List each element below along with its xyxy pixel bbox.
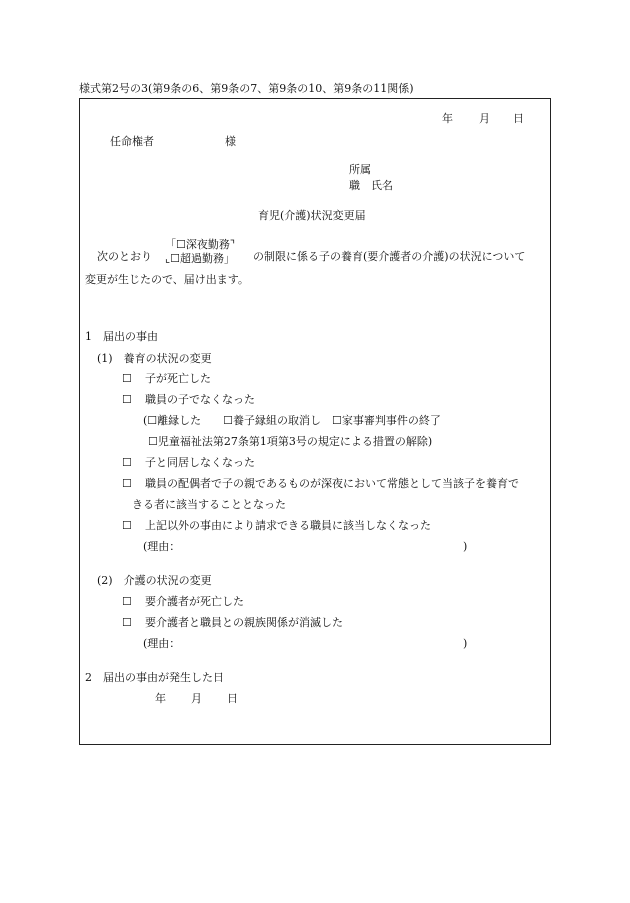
date-year-label: 年: [442, 112, 453, 125]
item-child-died: [122, 373, 211, 384]
item-text: 上記以外の事由により請求できる職員に該当しなくなった: [145, 519, 431, 532]
item-text: 子と同居しなくなった: [145, 456, 255, 469]
checkbox[interactable]: ☐: [122, 456, 132, 469]
item-spouse-cont: きる者に該当することとなった: [132, 498, 286, 511]
appointer-honorific: 様: [225, 135, 236, 148]
affiliation-label: 所属: [349, 163, 371, 176]
sub1-heading: (1) 養育の状況の変更: [97, 352, 212, 365]
form-number: 様式第2号の3(第9条の6、第9条の7、第9条の10、第9条の11関係): [79, 82, 414, 95]
date-month-label: 月: [479, 112, 490, 125]
occurrence-year: 年: [155, 692, 166, 705]
section1-heading: 1 届出の事由: [85, 330, 158, 343]
occurrence-day: 日: [227, 692, 238, 705]
item-care-recipient-died: [122, 596, 244, 607]
reason-label-1: (理由：: [143, 540, 181, 553]
checkbox[interactable]: ☐: [122, 616, 132, 629]
checkbox[interactable]: ☐: [122, 595, 132, 608]
appointer-label: 任命権者: [110, 135, 154, 148]
option-overtime-work[interactable]: ⌞☐超過勤務」: [165, 252, 236, 265]
reason-label-2: (理由：: [143, 637, 181, 650]
section2-heading: 2 届出の事由が発生した日: [85, 671, 224, 684]
date-day-label: 日: [513, 112, 524, 125]
item-text: 職員の子でなくなった: [145, 393, 255, 406]
position-name-label: 職 氏名: [349, 179, 393, 192]
intro-rest: の制限に係る子の養育(要介護者の介護)の状況について: [253, 250, 526, 263]
intro-lead: 次のとおり: [97, 250, 152, 263]
item-no-longer-child: [122, 394, 255, 405]
reason-close-1: ): [463, 540, 468, 553]
reason-close-2: ): [463, 637, 468, 650]
item-not-living-together: [122, 457, 255, 468]
checkbox[interactable]: ☐: [122, 477, 132, 490]
checkbox[interactable]: ☐: [122, 519, 132, 532]
item-text: 職員の配偶者で子の親であるものが深夜において常態として当該子を養育で: [145, 477, 519, 490]
checkbox[interactable]: ☐: [122, 393, 132, 406]
item-spouse-can-care: [122, 478, 519, 489]
document-title: 育児(介護)状況変更届: [258, 209, 366, 222]
intro-line2: 変更が生じたので、届け出ます。: [85, 273, 249, 286]
item-other-reason: [122, 520, 431, 531]
sub2-heading: (2) 介護の状況の変更: [97, 574, 212, 587]
checkbox[interactable]: ☐: [122, 372, 132, 385]
detail-line2: ☐児童福祉法第27条第1項第3号の規定による措置の解除): [148, 435, 433, 448]
detail-line1: (☐離縁した ☐養子縁組の取消し ☐家事審判事件の終了: [143, 414, 441, 427]
item-kinship-ended: [122, 617, 343, 628]
item-text: 子が死亡した: [145, 372, 211, 385]
occurrence-month: 月: [191, 692, 202, 705]
option-late-night-work[interactable]: 「☐深夜勤務⌝: [165, 238, 236, 251]
item-text: 要介護者と職員との親族関係が消滅した: [145, 616, 343, 629]
item-text: 要介護者が死亡した: [145, 595, 244, 608]
work-type-options: [165, 238, 235, 266]
